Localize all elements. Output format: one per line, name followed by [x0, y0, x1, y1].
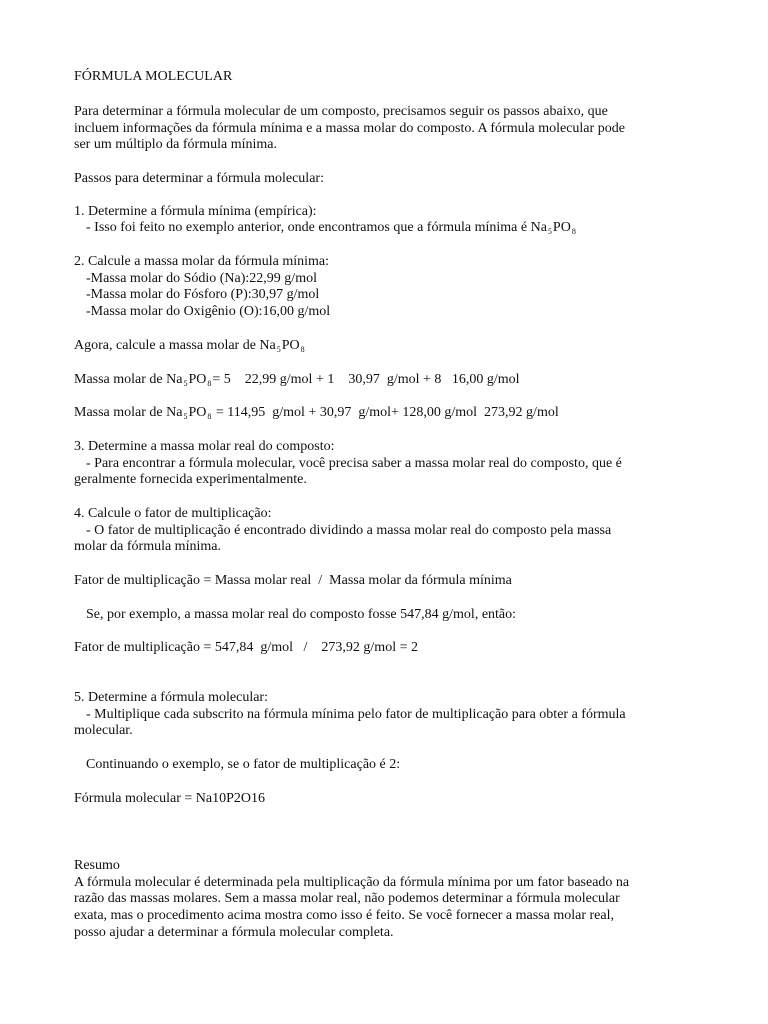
subscript-na: 5	[183, 379, 188, 388]
subscript-na: 5	[183, 412, 188, 421]
formula-po: PO	[188, 372, 207, 387]
step2-item-sodio: -Massa molar do Sódio (Na):22,99 g/mol	[86, 271, 317, 286]
subscript-o: 8	[207, 412, 212, 421]
step5-example: Continuando o exemplo, se o fator de multiplicação é 2:	[86, 757, 401, 772]
agora-text: Agora, calcule a massa molar de Na	[74, 338, 276, 353]
intro-line-3: ser um múltiplo da fórmula mínima.	[74, 137, 277, 152]
step4-detail-2: molar da fórmula mínima.	[74, 539, 221, 554]
page-title: FÓRMULA MOLECULAR	[74, 69, 233, 84]
steps-heading: Passos para determinar a fórmula molecular:	[74, 171, 324, 186]
step5-detail-1: - Multiplique cada subscrito na fórmula mínima pelo fator de multiplicação para obter a fórmula	[86, 707, 626, 722]
subscript-o: 8	[571, 227, 576, 236]
step5-detail-2: molecular.	[74, 723, 133, 738]
step5-result: Fórmula molecular = Na10P2O16	[74, 791, 266, 806]
calc-line-1	[74, 372, 520, 388]
step1-detail-text: - Isso foi feito no exemplo anterior, onde encontramos que a fórmula mínima é Na	[86, 220, 547, 235]
intro-line-1: Para determinar a fórmula molecular de um composto, precisamos seguir os passos abaixo, que	[74, 104, 608, 119]
agora-line	[74, 338, 306, 354]
subscript-na: 5	[276, 345, 281, 354]
calc-line-2	[74, 405, 559, 421]
intro-line-2: incluem informações da fórmula mínima e a massa molar do composto. A fórmula molecular pode	[74, 121, 625, 136]
step3-detail-2: geralmente fornecida experimentalmente.	[74, 472, 307, 487]
resumo-line-2: razão das massas molares. Sem a massa molar real, não podemos determinar a fórmula molecular	[74, 891, 620, 906]
calc2-prefix: Massa molar de Na	[74, 405, 183, 420]
step4-example: Se, por exemplo, a massa molar real do composto fosse 547,84 g/mol, então:	[86, 607, 517, 622]
calc1-rest: = 5 22,99 g/mol + 1 30,97 g/mol + 8 16,00 g/mol	[212, 372, 520, 387]
step4-detail-1: - O fator de multiplicação é encontrado dividindo a massa molar real do composto pela massa	[86, 523, 612, 538]
step3-title: 3. Determine a massa molar real do composto:	[74, 439, 335, 454]
step4-title: 4. Calcule o fator de multiplicação:	[74, 506, 272, 521]
calc2-rest: = 114,95 g/mol + 30,97 g/mol+ 128,00 g/mol 273,92 g/mol	[212, 405, 559, 420]
formula-po: PO	[552, 220, 571, 235]
step2-item-fosforo: -Massa molar do Fósforo (P):30,97 g/mol	[86, 287, 320, 302]
step3-detail-1: - Para encontrar a fórmula molecular, você precisa saber a massa molar real do composto, que é	[86, 456, 622, 471]
step2-title: 2. Calcule a massa molar da fórmula mínima:	[74, 254, 330, 269]
formula-po: PO	[188, 405, 207, 420]
step2-item-oxigenio: -Massa molar do Oxigênio (O):16,00 g/mol	[86, 304, 331, 319]
subscript-na: 5	[547, 227, 552, 236]
step1-detail	[74, 220, 577, 236]
subscript-o: 8	[300, 345, 305, 354]
resumo-line-1: A fórmula molecular é determinada pela multiplicação da fórmula mínima por um fator baseado na	[74, 875, 630, 890]
step4-formula: Fator de multiplicação = Massa molar real / Massa molar da fórmula mínima	[74, 573, 512, 588]
step5-title: 5. Determine a fórmula molecular:	[74, 690, 268, 705]
subscript-o: 8	[207, 379, 212, 388]
step4-calc: Fator de multiplicação = 547,84 g/mol / 273,92 g/mol = 2	[74, 640, 418, 655]
calc1-prefix: Massa molar de Na	[74, 372, 183, 387]
formula-po: PO	[281, 338, 300, 353]
step1-title: 1. Determine a fórmula mínima (empírica):	[74, 204, 317, 219]
resumo-title: Resumo	[74, 858, 120, 873]
resumo-line-3: exata, mas o procedimento acima mostra como isso é feito. Se você fornecer a massa molar real,	[74, 908, 614, 923]
resumo-line-4: posso ajudar a determinar a fórmula molecular completa.	[74, 925, 394, 940]
